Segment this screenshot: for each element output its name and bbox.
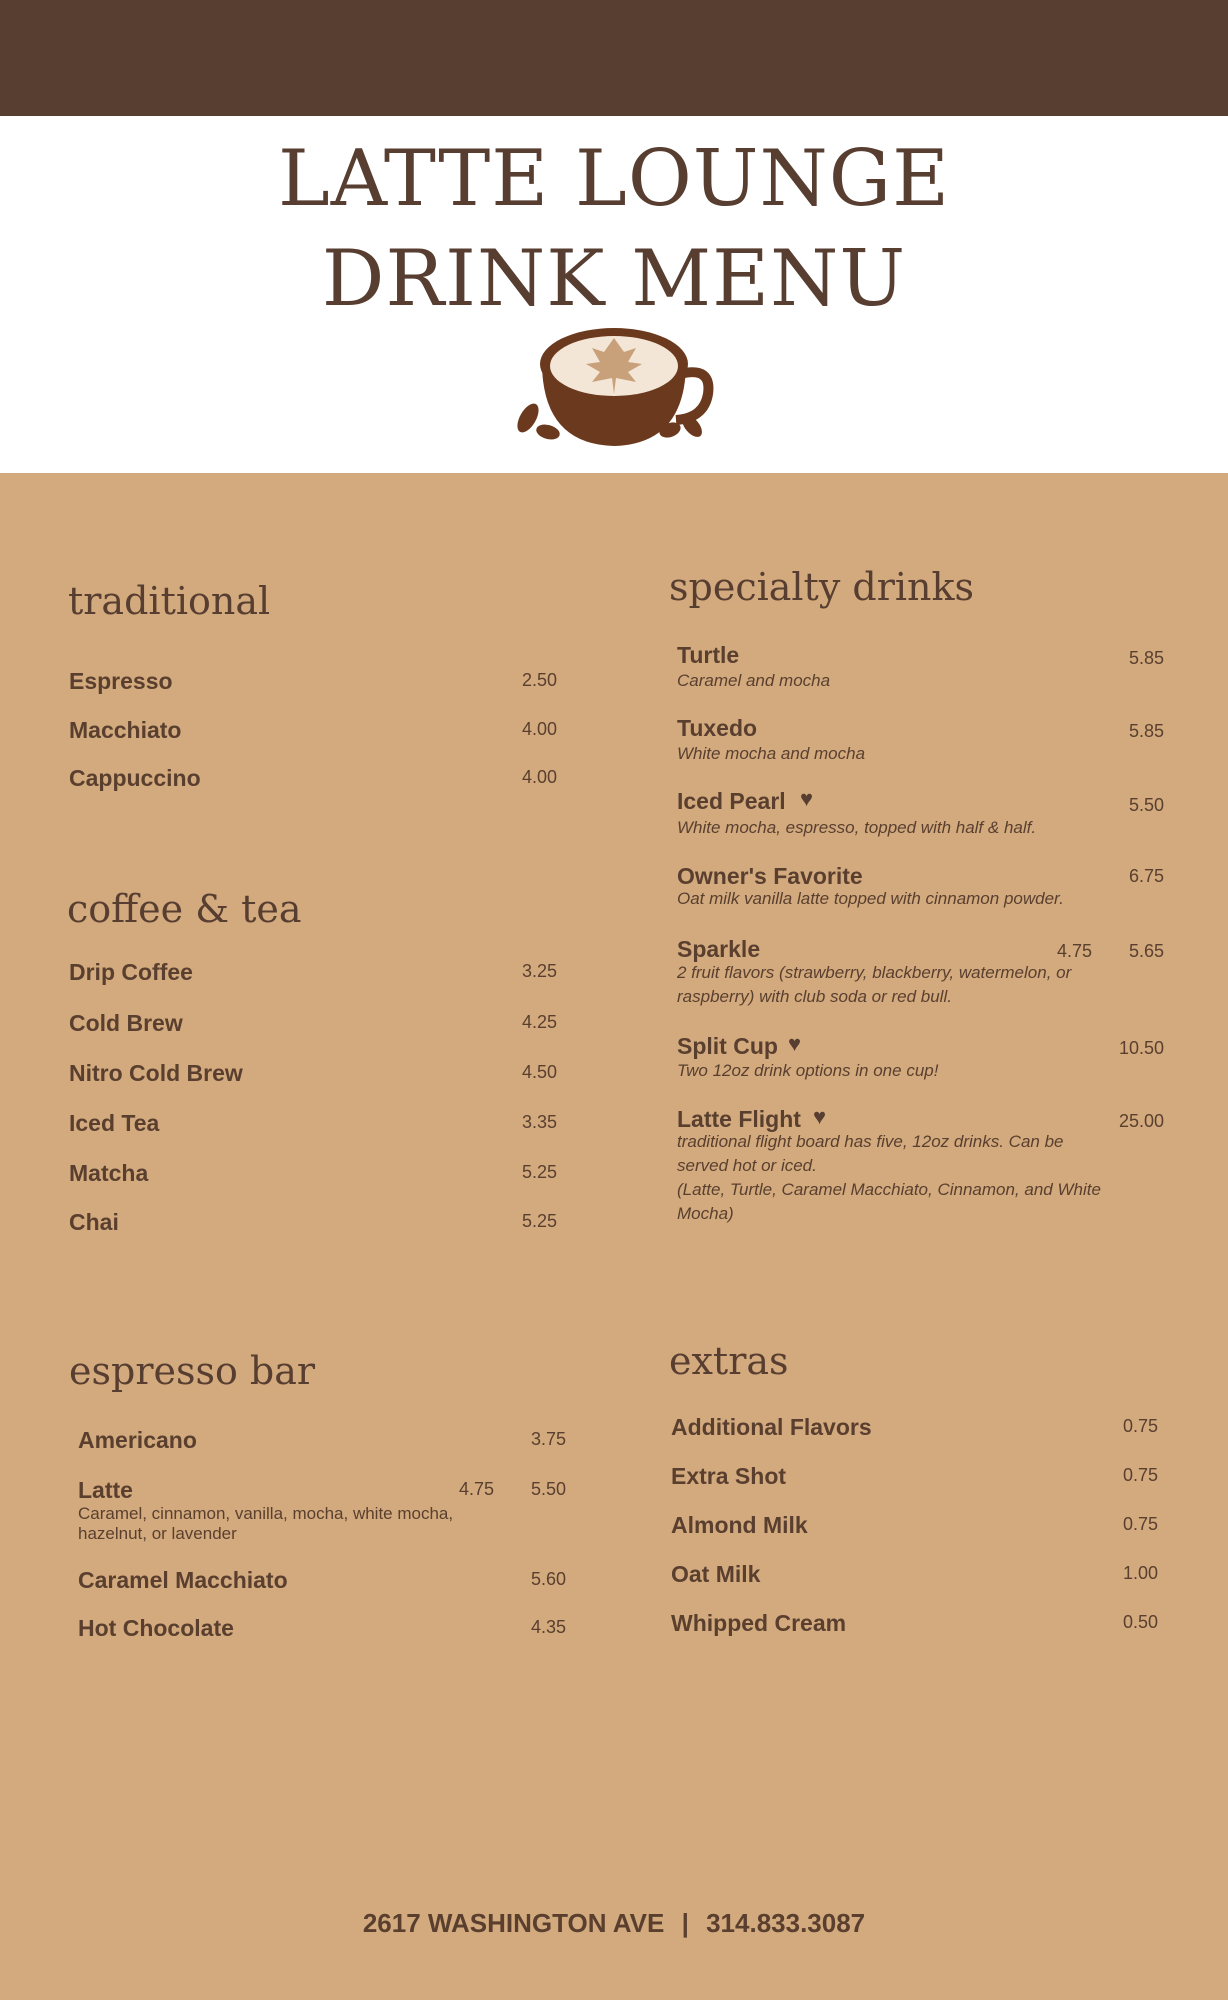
page-title-line1: LATTE LOUNGE (277, 134, 951, 224)
item-name: Oat Milk (671, 1561, 761, 1587)
item-price: 4.50 (521, 1062, 557, 1082)
section-title-traditional: traditional (68, 579, 271, 623)
item-description: (Latte, Turtle, Caramel Macchiato, Cinnamon, and White (677, 1180, 1101, 1199)
item-name: Drip Coffee (69, 959, 193, 985)
item-price: 0.75 (1122, 1416, 1158, 1436)
item-name: Chai (69, 1209, 119, 1235)
item-price: 5.85 (1128, 648, 1164, 668)
item-name: Latte (78, 1477, 133, 1503)
item-description: 2 fruit flavors (strawberry, blackberry, watermelon, or (677, 963, 1072, 982)
item-name: Whipped Cream (671, 1610, 847, 1636)
footer-separator: | (681, 1908, 689, 1938)
item-name: Macchiato (69, 717, 182, 743)
item-price: 4.25 (521, 1012, 557, 1032)
item-price: 2.50 (521, 670, 557, 690)
item-price: 0.75 (1122, 1465, 1158, 1485)
item-description: Caramel and mocha (677, 671, 831, 690)
item-description: Two 12oz drink options in one cup! (677, 1061, 939, 1080)
item-price: 3.25 (521, 961, 557, 981)
item-description: Caramel, cinnamon, vanilla, mocha, white mocha, (78, 1504, 454, 1523)
item-price-small: 4.75 (1057, 941, 1093, 961)
footer-address: 2617 WASHINGTON AVE (362, 1908, 665, 1938)
item-price: 3.35 (521, 1112, 557, 1132)
section-title-extras: extras (669, 1339, 789, 1383)
item-price-small: 4.75 (459, 1479, 495, 1499)
item-price: 5.25 (521, 1211, 557, 1231)
item-name: Matcha (69, 1160, 149, 1186)
heart-icon: ♥ (813, 1104, 827, 1129)
item-description: hazelnut, or lavender (78, 1524, 237, 1543)
item-name: Iced Tea (69, 1110, 160, 1136)
item-name: Cold Brew (69, 1010, 183, 1036)
item-price: 5.65 (1128, 941, 1164, 961)
item-price: 1.00 (1122, 1563, 1158, 1583)
item-description: White mocha, espresso, topped with half & half. (677, 818, 1037, 837)
item-name: Latte Flight (677, 1106, 801, 1132)
item-description: Oat milk vanilla latte topped with cinnamon powder. (677, 889, 1064, 908)
item-name: Sparkle (677, 936, 761, 962)
item-price: 0.75 (1122, 1514, 1158, 1534)
item-description: traditional flight board has five, 12oz drinks. Can be (677, 1132, 1064, 1151)
heart-icon: ♥ (788, 1031, 802, 1056)
item-name: Cappuccino (69, 765, 201, 791)
top-banner (0, 0, 1228, 116)
footer-contact (0, 1908, 1228, 1939)
item-name: Turtle (677, 642, 740, 668)
item-name: Split Cup (677, 1033, 778, 1059)
item-price: 5.25 (521, 1162, 557, 1182)
item-price: 0.50 (1122, 1612, 1158, 1632)
coffee-cup-icon (512, 322, 716, 450)
item-price: 4.35 (530, 1617, 566, 1637)
item-name: Additional Flavors (671, 1414, 872, 1440)
item-price: 5.50 (530, 1479, 566, 1499)
item-price: 5.85 (1128, 721, 1164, 741)
item-name: Almond Milk (671, 1512, 808, 1538)
item-description: raspberry) with club soda or red bull. (677, 987, 952, 1006)
item-name: Caramel Macchiato (78, 1567, 288, 1593)
item-name: Tuxedo (677, 715, 758, 741)
item-price: 4.00 (521, 767, 557, 787)
item-price: 5.60 (530, 1569, 566, 1589)
footer-phone: 314.833.3087 (706, 1908, 866, 1938)
item-name: Extra Shot (671, 1463, 787, 1489)
page-title-line2: DRINK MENU (321, 234, 907, 324)
item-price: 4.00 (521, 719, 557, 739)
item-name: Iced Pearl (677, 788, 786, 814)
heart-icon: ♥ (800, 786, 814, 811)
item-price: 25.00 (1118, 1111, 1164, 1131)
item-price: 6.75 (1128, 866, 1164, 886)
item-price: 10.50 (1118, 1038, 1164, 1058)
item-name: Espresso (69, 668, 173, 694)
item-price: 3.75 (530, 1429, 566, 1449)
item-description: White mocha and mocha (677, 744, 866, 763)
item-name: Owner's Favorite (677, 863, 863, 889)
section-title-coffee-tea: coffee & tea (67, 887, 302, 931)
item-name: Hot Chocolate (78, 1615, 234, 1641)
section-title-espresso-bar: espresso bar (69, 1349, 316, 1393)
item-description: Mocha) (677, 1204, 734, 1223)
item-price: 5.50 (1128, 795, 1164, 815)
item-name: Americano (78, 1427, 197, 1453)
section-title-specialty-drinks: specialty drinks (669, 565, 975, 609)
item-description: served hot or iced. (677, 1156, 817, 1175)
item-name: Nitro Cold Brew (69, 1060, 243, 1086)
